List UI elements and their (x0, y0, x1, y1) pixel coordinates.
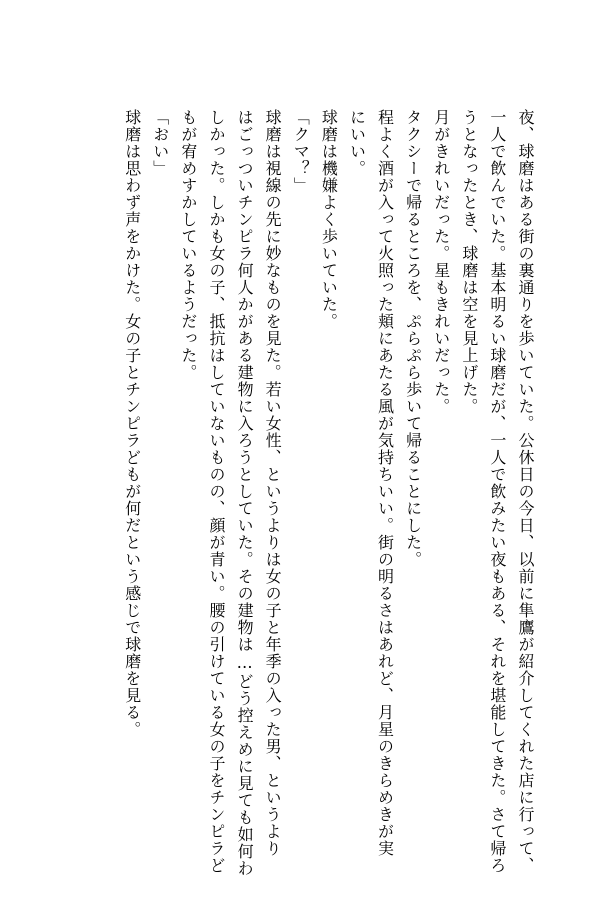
text-line-13: もが宥めすかしているようだった。 (178, 109, 198, 381)
text-line-3: うとなったとき、球磨は空を見上げた。 (459, 109, 479, 415)
text-line-6: 程よく酒が入って火照った頬にあたる風が気持ちいい。街の明るさはあれど、月星のきらめきが実 (375, 109, 395, 857)
text-line-15: 球磨は思わず声をかけた。女の子とチンピラどもが何だという感じで球磨を見る。 (122, 109, 142, 738)
text-line-14: 「おい」 (150, 109, 170, 177)
text-line-12: しかった。しかも女の子、抵抗はしていないものの、顔が青い。腰の引けている女の子をチンピラど (206, 109, 226, 874)
text-line-8: 球磨は機嫌よく歩いていた。 (319, 109, 339, 330)
text-line-4: 月がきれいだった。星もきれいだった。 (431, 109, 451, 415)
text-line-10: 球磨は視線の先に妙なものを見た。若い女性、というよりは女の子と年季の入った男、というより (263, 109, 283, 857)
text-line-9: 「クマ？」 (291, 109, 311, 194)
text-line-11: はごっついチンピラ何人かがある建物に入ろうとしていた。その建物は…どう控えめに見ても如何わ (235, 109, 255, 877)
vertical-text-body (118, 109, 539, 877)
text-line-1: 夜、球磨はある街の裏通りを歩いていた。公休日の今日、以前に隼鷹が紹介してくれた店に行って、 (516, 109, 535, 874)
text-line-5: タクシーで帰るところを、ぷらぷら歩いて帰ることにした。 (403, 109, 423, 568)
text-line-2: 一人で飲んでいた。基本明るい球磨だが、一人で飲みたい夜もある、それを堪能してきた。さて帰ろ (487, 109, 507, 874)
text-line-7: にいい。 (347, 109, 367, 177)
